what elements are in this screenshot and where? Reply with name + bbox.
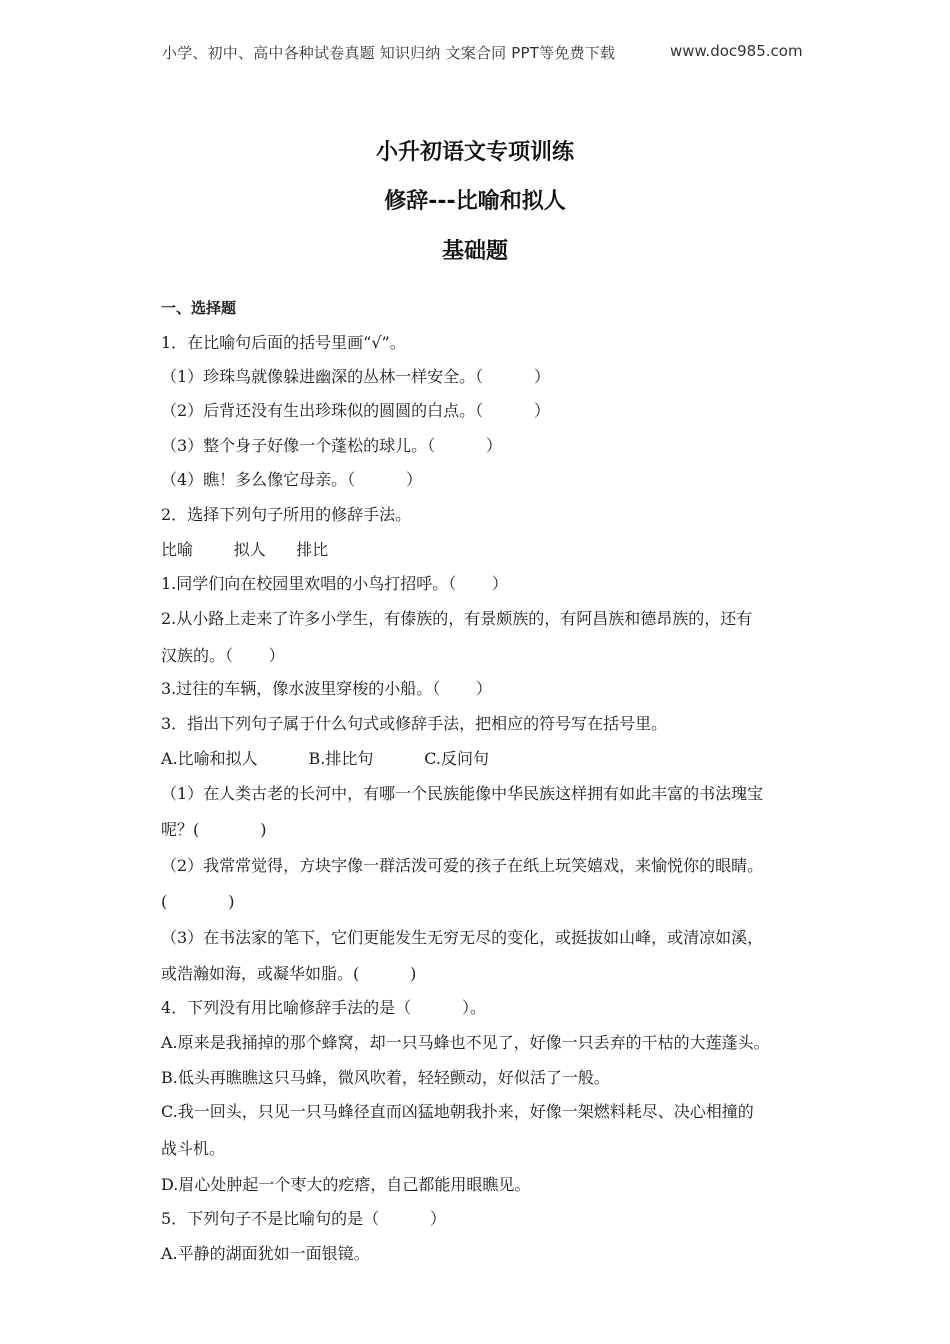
question-2-item: 3.过往的车辆，像水波里穿梭的小船。（ ） <box>161 679 492 698</box>
question-4-option-c-cont: 战斗机。 <box>161 1139 226 1158</box>
question-4-option-b: B.低头再瞧瞧这只马蜂，微风吹着，轻轻颤动，好似活了一般。 <box>161 1068 610 1087</box>
question-2-item-cont: 汉族的。（ ） <box>161 646 285 665</box>
question-3: 3．指出下列句子属于什么句式或修辞手法，把相应的符号写在括号里。 <box>161 714 668 733</box>
question-1: 1．在比喻句后面的括号里画“√”。 <box>161 333 406 352</box>
question-2-options: 比喻 拟人 排比 <box>161 540 329 559</box>
question-4-option-c: C.我一回头，只见一只马蜂径直而凶猛地朝我扑来，好像一架燃料耗尽、决心相撞的 <box>161 1102 754 1121</box>
question-5-option-a: A.平静的湖面犹如一面银镜。 <box>161 1244 370 1263</box>
question-5: 5．下列句子不是比喻句的是（ ） <box>161 1209 447 1228</box>
question-3-options: A.比喻和拟人 B.排比句 C.反问句 <box>161 749 489 768</box>
question-3-item: （2）我常常觉得，方块字像一群活泼可爱的孩子在纸上玩笑嬉戏，来愉悦你的眼睛。 <box>161 856 764 875</box>
question-4: 4．下列没有用比喻修辞手法的是（ ）。 <box>161 998 487 1017</box>
question-3-item-cont: 或浩瀚如海，或凝华如脂。( ) <box>161 964 417 983</box>
page-header <box>0 38 950 64</box>
question-1-item: （4）瞧！多么像它母亲。（ ） <box>161 470 423 489</box>
question-3-item: （3）在书法家的笔下，它们更能发生无穷无尽的变化，或挺拔如山峰，或清凉如溪， <box>161 928 764 947</box>
section-heading: 一、选择题 <box>161 299 237 317</box>
question-3-item-cont: 呢？( ) <box>161 820 267 839</box>
doc-subtitle: 修辞---比喻和拟人 <box>384 189 566 214</box>
question-3-item-cont: ( ) <box>161 892 235 911</box>
question-2-item: 2.从小路上走来了许多小学生，有傣族的，有景颇族的，有阿昌族和德昂族的，还有 <box>161 609 753 628</box>
question-2-item: 1.同学们向在校园里欢唱的小鸟打招呼。（ ） <box>161 574 508 593</box>
doc-level: 基础题 <box>441 239 508 264</box>
header-promo-text: 小学、初中、高中各种试卷真题 知识归纳 文案合同 PPT等免费下载 <box>162 44 616 62</box>
question-1-item: （3）整个身子好像一个蓬松的球儿。（ ） <box>161 436 503 455</box>
question-4-option-a: A.原来是我捅掉的那个蜂窝，却一只马蜂也不见了，好像一只丢弃的干枯的大莲蓬头。 <box>161 1033 770 1052</box>
question-2: 2．选择下列句子所用的修辞手法。 <box>161 505 412 524</box>
question-1-item: （1）珍珠鸟就像躲进幽深的丛林一样安全。（ ） <box>161 367 551 386</box>
question-4-option-d: D.眉心处肿起一个枣大的疙瘩，自己都能用眼瞧见。 <box>161 1175 531 1194</box>
question-1-item: （2）后背还没有生出珍珠似的圆圆的白点。（ ） <box>161 401 551 420</box>
question-3-item: （1）在人类古老的长河中，有哪一个民族能像中华民族这样拥有如此丰富的书法瑰宝 <box>161 784 764 803</box>
doc-title: 小升初语文专项训练 <box>375 140 574 165</box>
header-site-link[interactable]: www.doc985.com <box>670 42 803 60</box>
